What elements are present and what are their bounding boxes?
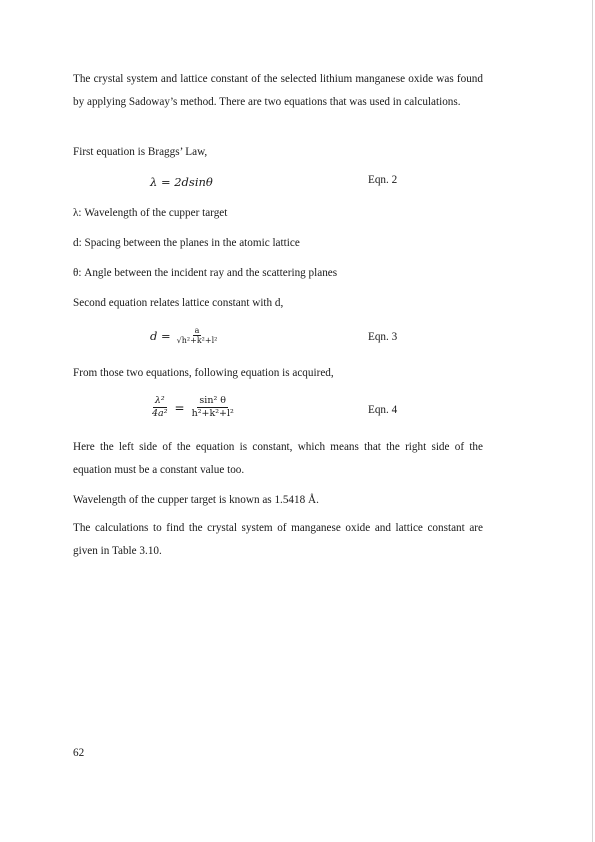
equation-4-lhs-fraction: [150, 396, 170, 419]
equation-2-label: Eqn. 2: [368, 174, 398, 186]
page-number: 62: [73, 747, 85, 759]
equation-3-denominator: √h²+k²+l²: [176, 336, 218, 346]
equation-combined: [150, 396, 236, 419]
equation-4-rhs-numerator: sin² θ: [199, 395, 227, 406]
equation-4-equals: =: [174, 400, 185, 415]
constant-note-paragraph: Here the left side of the equation is constant, which means that the right side of the equation must be a constant value too.: [73, 441, 483, 476]
table-reference-paragraph: The calculations to find the crystal system of manganese oxide and lattice constant are given in Table 3.10.: [73, 522, 483, 557]
d-definition: d: Spacing between the planes in the atomic lattice: [73, 237, 300, 249]
equation-4-lhs-numerator: λ²: [154, 395, 165, 406]
equation-braggs-law: λ = 2dsinθ: [150, 175, 213, 189]
equation-4-rhs-fraction: [190, 396, 236, 419]
first-equation-intro: First equation is Braggs’ Law,: [73, 146, 208, 158]
equation-3-numerator: a: [194, 326, 200, 335]
equation-3-label: Eqn. 3: [368, 331, 398, 343]
intro-paragraph: The crystal system and lattice constant of the selected lithium manganese oxide was found by applying Sadoway’s method. There are two equations that was used in calculations.: [73, 73, 483, 108]
second-equation-intro: Second equation relates lattice constant with d,: [73, 297, 284, 309]
equation-3-fraction: [175, 326, 220, 346]
equation-lattice-spacing: [150, 326, 219, 346]
equation-4-rhs-denominator: h²+k²+l²: [191, 407, 234, 419]
equation-4-label: Eqn. 4: [368, 404, 398, 416]
combined-equation-intro: From those two equations, following equation is acquired,: [73, 367, 334, 379]
page-edge-line: [592, 0, 593, 842]
equation-4-lhs-denominator: 4a²: [152, 407, 168, 419]
equation-3-lhs: d =: [150, 328, 171, 343]
theta-definition: θ: Angle between the incident ray and the scattering planes: [73, 267, 338, 279]
wavelength-note: Wavelength of the cupper target is known as 1.5418 Å.: [73, 494, 319, 506]
lambda-definition: λ: Wavelength of the cupper target: [73, 207, 228, 219]
